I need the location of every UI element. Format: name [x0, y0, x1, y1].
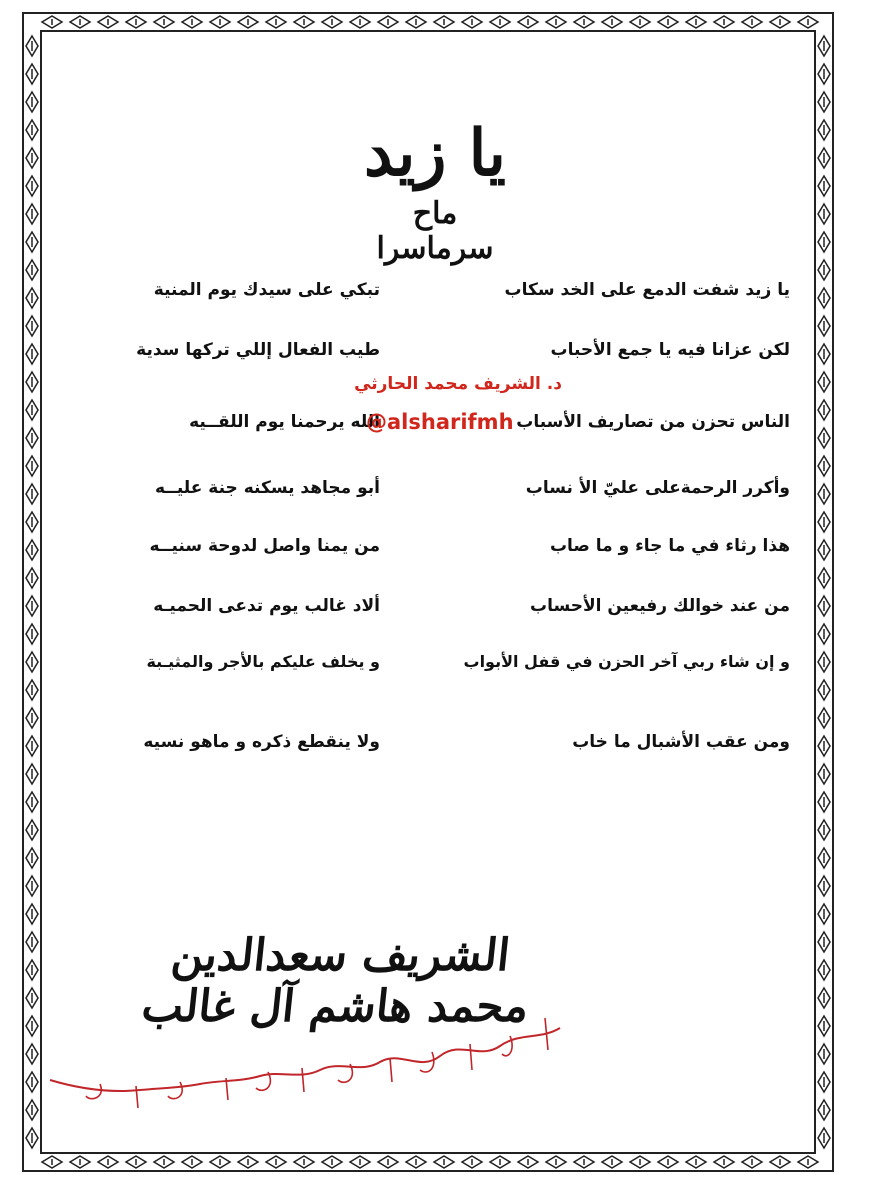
handwritten-signature — [40, 1010, 570, 1120]
watermark-handle: @alsharifmh — [366, 410, 514, 434]
verse-second-hemistich: تبكي على سيدك يوم المنية — [153, 280, 380, 300]
verse-second-hemistich: أبو مجاهد يسكنه جنة عليــه — [154, 478, 380, 498]
verse-first-hemistich: من عند خوالك رفيعين الأحساب — [529, 596, 790, 616]
verse-second-hemistich: طيب الفعال إللي تركها سدية — [136, 340, 380, 360]
verse-first-hemistich: هذا رثاء في ما جاء و ما صاب — [549, 536, 790, 556]
verse-first-hemistich: وأكرر الرحمةعلى عليّ الأ نساب — [525, 478, 790, 498]
verse-first-hemistich: الناس تحزن من تصاريف الأسباب — [516, 412, 790, 432]
verse-row — [130, 340, 790, 374]
verse-row — [130, 732, 790, 766]
verse-second-hemistich: ولا ينقطع ذكره و ماهو نسيه — [143, 732, 380, 752]
verse-row — [130, 536, 790, 570]
verse-row — [130, 280, 790, 314]
verse-first-hemistich: يا زيد شفت الدمع على الخد سكاب — [504, 280, 790, 300]
verse-first-hemistich: لكن عزانا فيه يا جمع الأحباب — [550, 340, 790, 360]
verse-row — [130, 596, 790, 630]
verse-second-hemistich: من يمنا واصل لدوحة سنيــه — [149, 536, 380, 556]
watermark-name: د. الشريف محمد الحارثي — [354, 374, 562, 394]
printed-signature: الشريف سعدالدين محمد هاشم آل غالب — [139, 930, 532, 1032]
verse-first-hemistich: و إن شاء ربي آخر الحزن في قفل الأبواب — [463, 652, 790, 671]
poem-title: يا زيد — [364, 116, 506, 191]
verse-first-hemistich: ومن عقب الأشبال ما خاب — [572, 732, 790, 752]
poem-title-ornament: ماح سرماسرا — [376, 196, 494, 266]
verse-second-hemistich: و يخلف عليكم بالأجر والمثيـبة — [146, 652, 380, 671]
verse-row — [130, 652, 790, 686]
verse-row — [130, 478, 790, 512]
verse-second-hemistich: ألاد غالب يوم تدعى الحميـه — [153, 596, 380, 616]
verse-second-hemistich: الله يرحمنا يوم اللقــيه — [189, 412, 380, 432]
